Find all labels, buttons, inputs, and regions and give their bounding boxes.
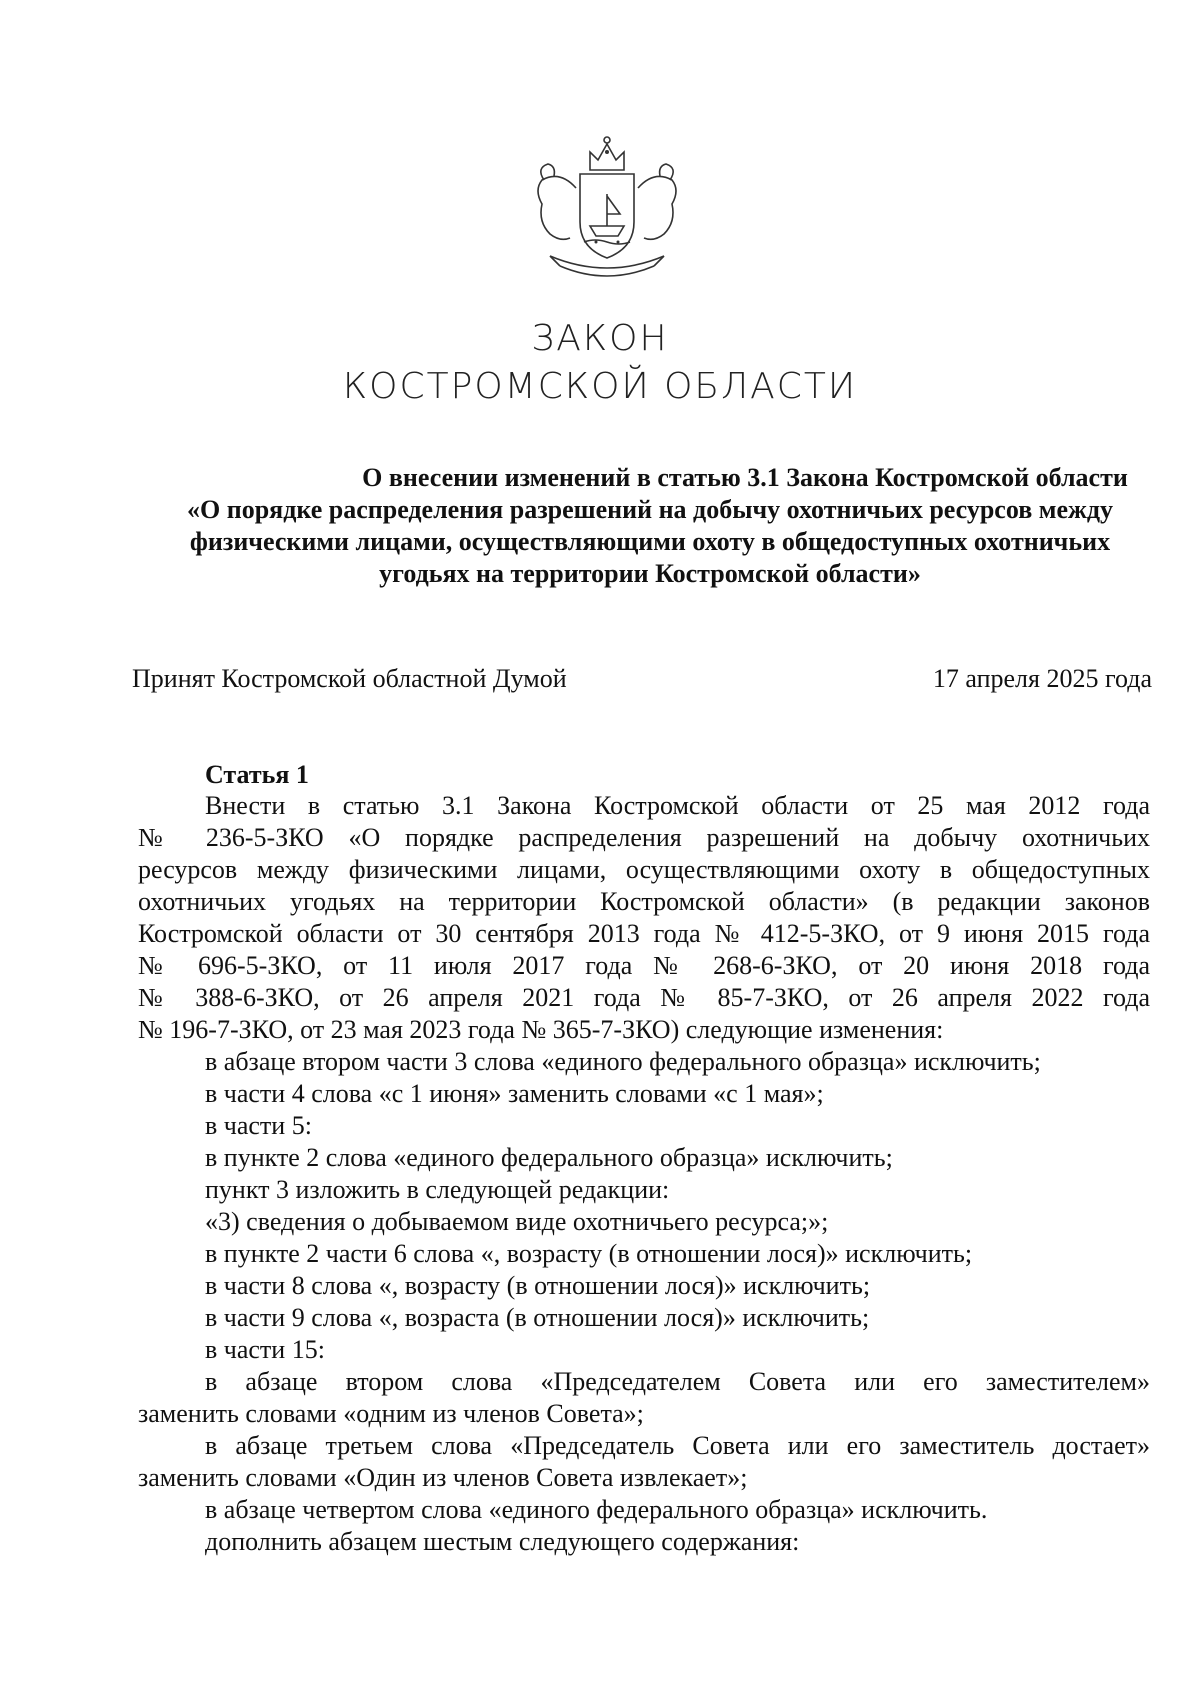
title-line: О внесении изменений в статью 3.1 Закона Костромской области — [362, 463, 1128, 492]
adopted-by: Принят Костромской областной Думой — [132, 664, 567, 693]
text-line: в абзаце втором слова «Председателем Совета или его заместителем» — [205, 1367, 1150, 1396]
list-item: «3) сведения о добываемом виде охотничьего ресурса;»; — [205, 1207, 829, 1236]
title-line: угодьях на территории Костромской области» — [379, 559, 921, 588]
text-line: № 236-5-ЗКО «О порядке распределения разрешений на добычу охотничьих — [138, 823, 1150, 852]
list-item: в части 9 слова «, возраста (в отношении лося)» исключить; — [205, 1303, 870, 1332]
list-item: дополнить абзацем шестым следующего содержания: — [205, 1527, 800, 1556]
text-line: ресурсов между физическими лицами, осуществляющими охоту в общедоступных — [138, 855, 1150, 884]
title-line: физическими лицами, осуществляющими охоту в общедоступных охотничьих — [189, 527, 1111, 556]
region-label: КОСТРОМСКОЙ ОБЛАСТИ — [342, 366, 858, 407]
text-line: заменить словами «одним из членов Совета»; — [138, 1399, 644, 1428]
text-line: Костромской области от 30 сентября 2013 года № 412-5-ЗКО, от 9 июня 2015 года — [138, 919, 1150, 948]
text-line: в абзаце третьем слова «Председатель Совета или его заместитель достает» — [205, 1431, 1150, 1460]
list-item: в абзаце втором части 3 слова «единого федерального образца» исключить; — [205, 1047, 1041, 1076]
text-line: № 196-7-ЗКО, от 23 мая 2023 года № 365-7-ЗКО) следующие изменения: — [138, 1015, 944, 1044]
text-line: Внести в статью 3.1 Закона Костромской области от 25 мая 2012 года — [205, 791, 1150, 820]
list-item: пункт 3 изложить в следующей редакции: — [205, 1175, 670, 1204]
text-line: охотничьих угодьях на территории Костромской области» (в редакции законов — [138, 887, 1150, 916]
coat-of-arms-emblem — [520, 130, 695, 290]
list-item: в абзаце четвертом слова «единого федерального образца» исключить. — [205, 1495, 988, 1524]
document-title — [110, 462, 1190, 590]
text-line: № 696-5-ЗКО, от 11 июля 2017 года № 268-6-ЗКО, от 20 июня 2018 года — [138, 951, 1150, 980]
list-item: в части 5: — [205, 1111, 312, 1140]
list-item: в части 8 слова «, возрасту (в отношении лося)» исключить; — [205, 1271, 871, 1300]
text-line: заменить словами «Один из членов Совета извлекает»; — [138, 1463, 748, 1492]
list-item: в пункте 2 части 6 слова «, возрасту (в отношении лося)» исключить; — [205, 1239, 973, 1268]
list-item: в части 15: — [205, 1335, 325, 1364]
article-body — [138, 790, 1150, 1558]
list-item: в части 4 слова «с 1 июня» заменить словами «с 1 мая»; — [205, 1079, 824, 1108]
article-heading: Статья 1 — [205, 760, 309, 789]
list-item: в пункте 2 слова «единого федерального образца» исключить; — [205, 1143, 893, 1172]
text-line: № 388-6-ЗКО, от 26 апреля 2021 года № 85-7-ЗКО, от 26 апреля 2022 года — [138, 983, 1150, 1012]
title-line: «О порядке распределения разрешений на добычу охотничьих ресурсов между — [187, 495, 1113, 524]
law-label: ЗАКОН — [531, 318, 669, 359]
adoption-date: 17 апреля 2025 года — [932, 664, 1152, 693]
